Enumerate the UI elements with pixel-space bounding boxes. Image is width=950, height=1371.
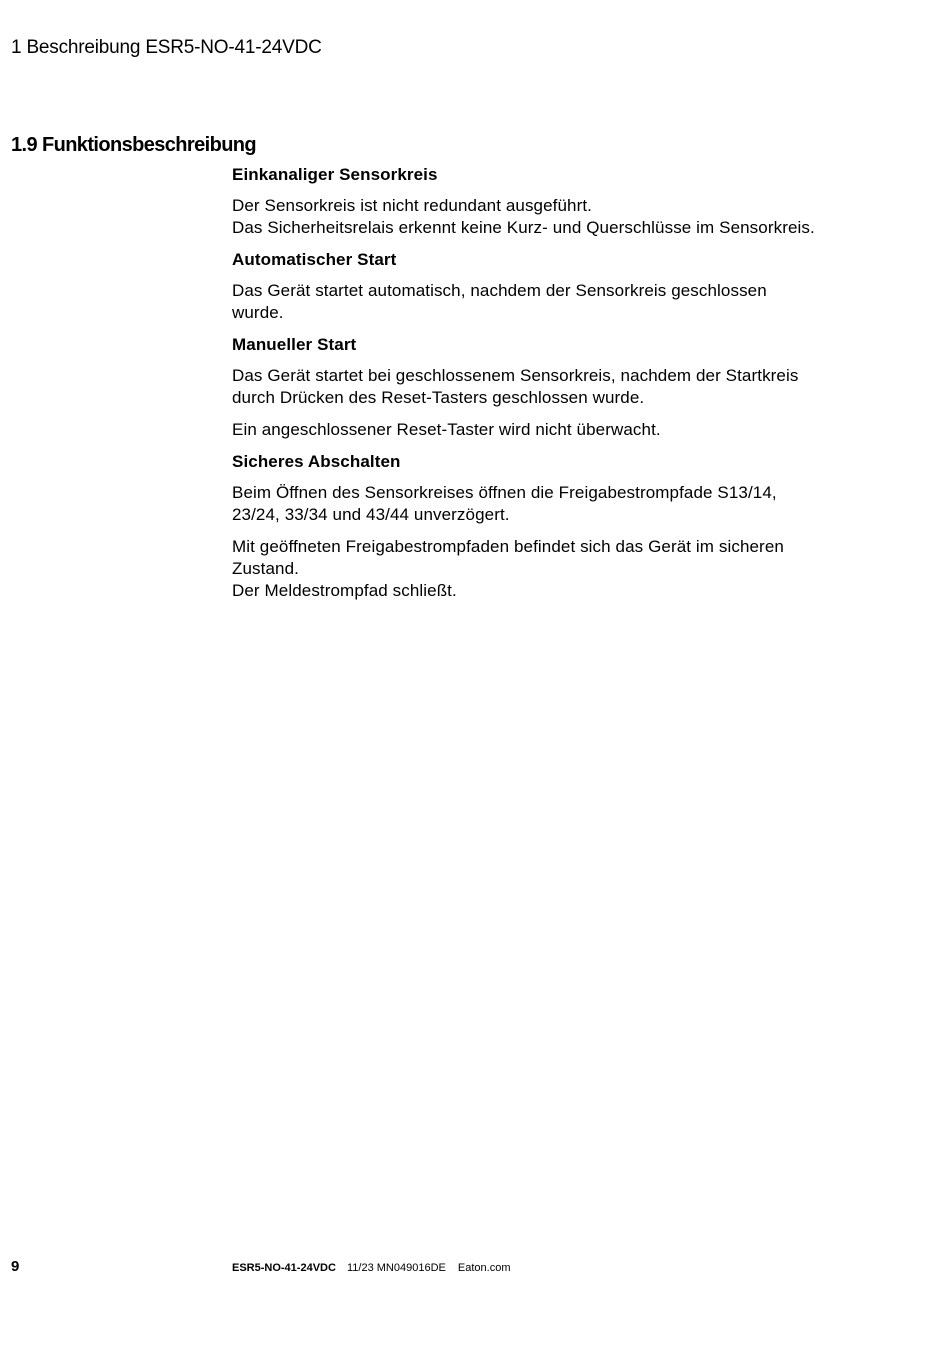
block-manueller-start [232,334,892,441]
paragraph-line: durch Drücken des Reset-Tasters geschlossen wurde. [232,388,645,407]
paragraph-line: Das Gerät startet bei geschlossenem Sensorkreis, nachdem der Startkreis [232,366,799,385]
block-title: Sicheres Abschalten [232,452,401,471]
block-paragraph [232,536,892,602]
block-paragraph [232,280,892,324]
block-paragraph [232,482,892,526]
block-paragraph [232,365,892,409]
paragraph-line: Das Sicherheitsrelais erkennt keine Kurz- und Querschlüsse im Sensorkreis. [232,218,815,237]
paragraph-line: Mit geöffneten Freigabestrompfaden befindet sich das Gerät im sicheren [232,537,784,556]
footer-doc-ref: 11/23 MN049016DE [346,1262,446,1274]
block-einkanaliger-sensorkreis [232,164,892,239]
running-header: 1 Beschreibung ESR5-NO-41-24VDC [11,37,322,58]
footer-info [232,1262,511,1274]
paragraph-line: Der Meldestrompfad schließt. [232,581,457,600]
footer-product: ESR5-NO-41-24VDC [232,1262,336,1274]
paragraph-line: Zustand. [232,559,299,578]
block-paragraph [232,195,892,239]
block-title: Einkanaliger Sensorkreis [232,165,438,184]
paragraph-line: Ein angeschlossener Reset-Taster wird nicht überwacht. [232,420,661,439]
paragraph-line: Beim Öffnen des Sensorkreises öffnen die Freigabestrompfade S13/14, [232,483,777,502]
block-sicheres-abschalten [232,451,892,602]
paragraph-line: 23/24, 33/34 und 43/44 unverzögert. [232,505,510,524]
paragraph-line: Der Sensorkreis ist nicht redundant ausgeführt. [232,196,592,215]
section-heading: 1.9 Funktionsbeschreibung [11,134,257,156]
block-automatischer-start [232,249,892,324]
footer-website: Eaton.com [457,1262,511,1274]
content-column [232,164,892,612]
block-title: Manueller Start [232,335,357,354]
page-number: 9 [11,1258,20,1275]
block-paragraph [232,419,892,441]
paragraph-line: wurde. [232,303,284,322]
paragraph-line: Das Gerät startet automatisch, nachdem der Sensorkreis geschlossen [232,281,767,300]
block-title: Automatischer Start [232,250,397,269]
